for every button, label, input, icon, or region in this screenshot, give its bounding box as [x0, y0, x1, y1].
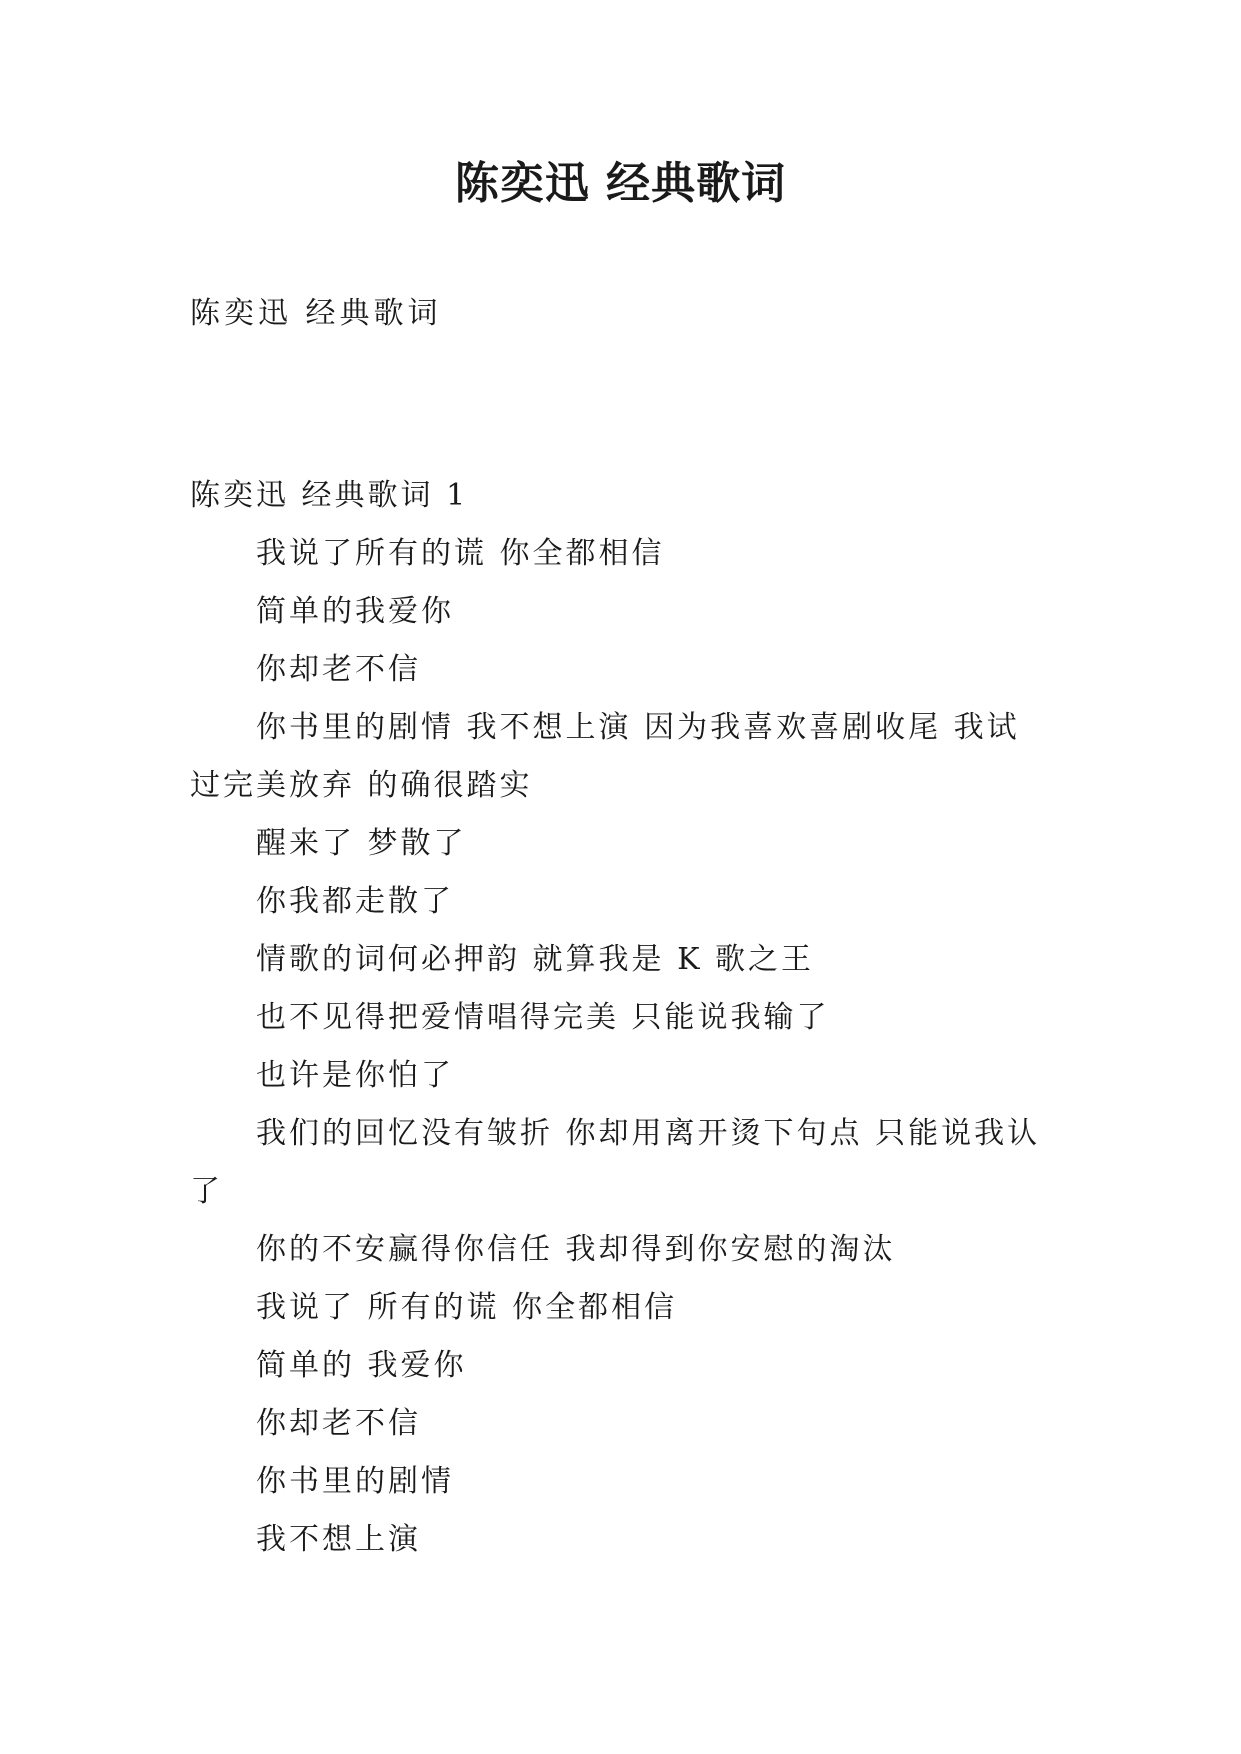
- lyric-line: 我们的回忆没有皱折 你却用离开烫下句点 只能说我认了: [190, 1116, 1041, 1209]
- lyric-line: 我说了所有的谎 你全都相信: [256, 536, 665, 571]
- lyric-line: 也许是你怕了: [256, 1058, 454, 1093]
- lyric-line: 你的不安赢得你信任 我却得到你安慰的淘汰: [256, 1232, 896, 1267]
- document-subtitle: 陈奕迅 经典歌词: [190, 296, 442, 331]
- lyric-line: 你却老不信: [256, 652, 421, 687]
- lyric-line: 我说了 所有的谎 你全都相信: [256, 1290, 678, 1325]
- lyric-line: 你却老不信: [256, 1406, 421, 1441]
- lyric-line: 醒来了 梦散了: [256, 826, 467, 861]
- lyric-line: 我不想上演: [256, 1522, 421, 1557]
- lyric-line: 你我都走散了: [256, 884, 454, 919]
- lyric-line: 简单的 我爱你: [256, 1348, 467, 1383]
- lyric-line: 你书里的剧情: [256, 1464, 454, 1499]
- lyric-line: 你书里的剧情 我不想上演 因为我喜欢喜剧收尾 我试过完美放弃 的确很踏实: [190, 710, 1020, 803]
- lyric-line: 简单的我爱你: [256, 594, 454, 629]
- document-title: 陈奕迅 经典歌词: [454, 158, 787, 209]
- section-heading: 陈奕迅 经典歌词 1: [190, 478, 469, 513]
- lyrics-body: [190, 467, 1050, 1569]
- lyric-line: 也不见得把爱情唱得完美 只能说我输了: [256, 1000, 830, 1035]
- lyric-line: 情歌的词何必押韵 就算我是 K 歌之王: [256, 942, 815, 977]
